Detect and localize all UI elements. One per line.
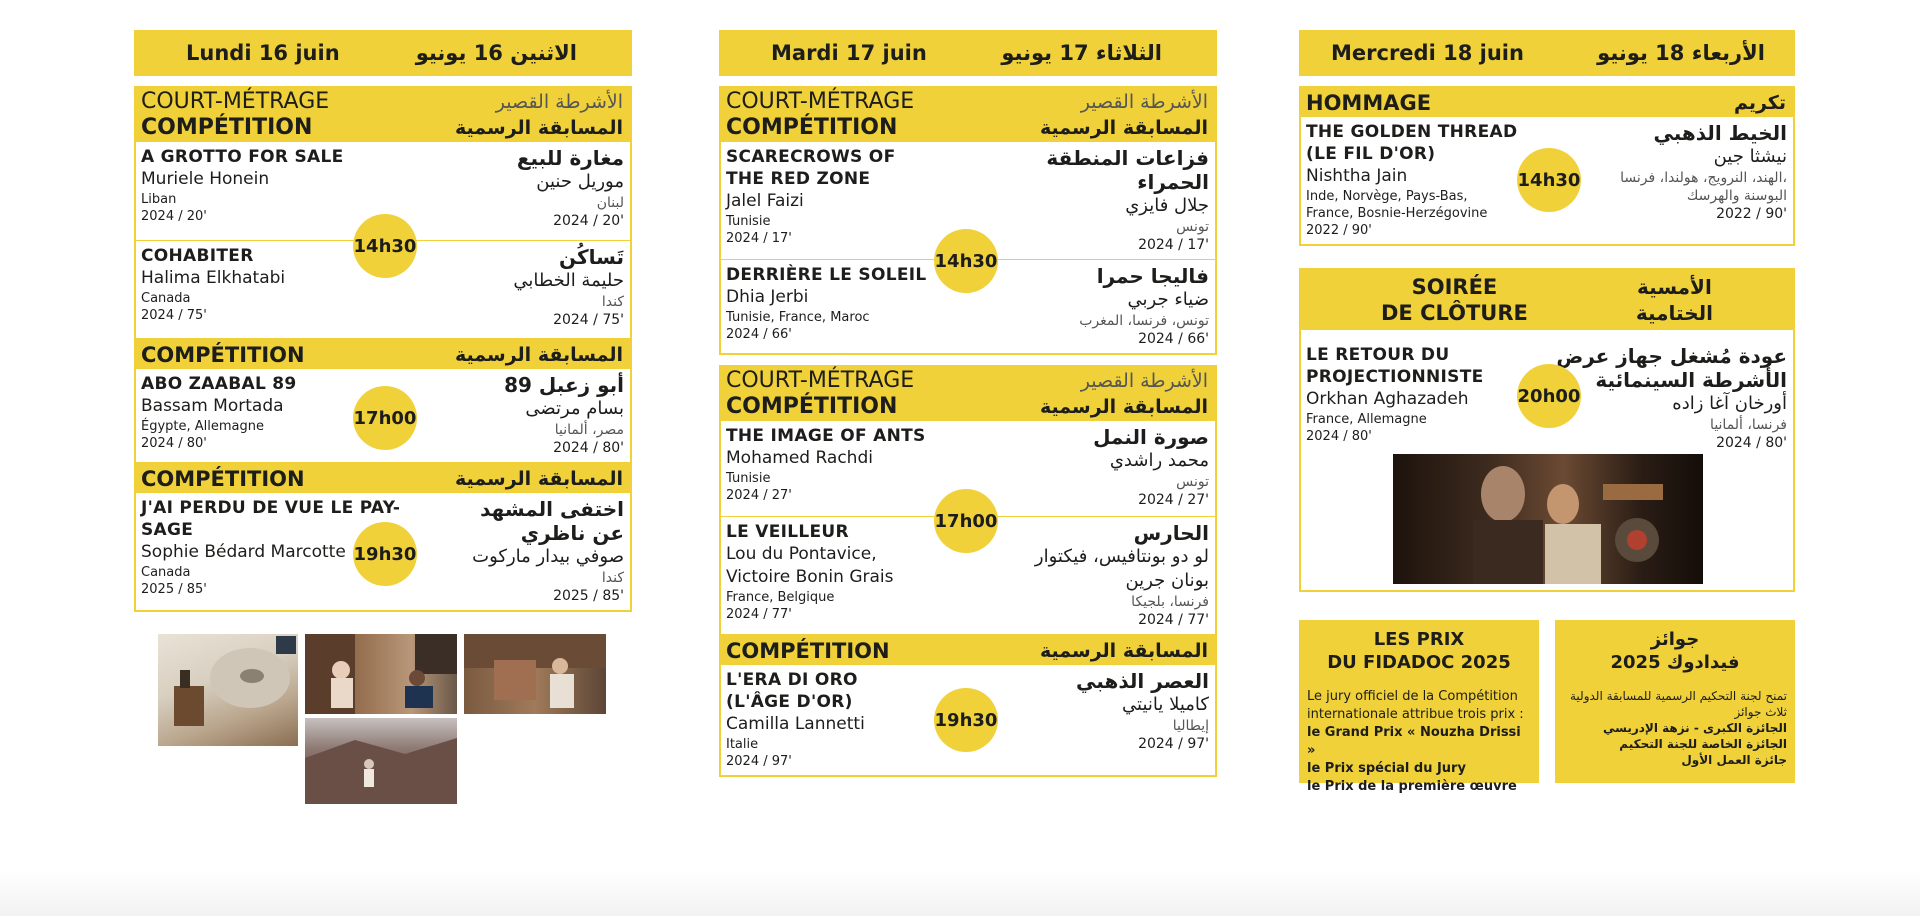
section-label-ar: الأمسية	[1637, 275, 1712, 299]
film-title: (L'ÂGE D'OR)	[726, 692, 853, 712]
film-year-ar: 2025 / 85'	[553, 588, 624, 604]
film-title-ar: الخيط الذهبي	[1653, 121, 1787, 145]
film-director-ar: لو دو بونتافيس، فيكتوار	[1034, 546, 1209, 567]
day-title-ar: الاثنين 16 يونيو	[415, 41, 577, 65]
prizes-intro: تمنح لجنة التحكيم الرسمية للمسابقة الدولية ثلاث جوائز	[1570, 689, 1787, 719]
film-title-ar: تَساكُن	[559, 245, 624, 269]
film-country: Liban	[141, 192, 177, 207]
prize-item: le Prix spécial du Jury	[1307, 761, 1466, 776]
film-year-ar: 2024 / 20'	[553, 213, 624, 229]
time-badge: 14h30	[1517, 148, 1581, 212]
film-director: Mohamed Rachdi	[726, 448, 873, 468]
day-header	[1299, 30, 1795, 76]
film-director-ar: أورخان آغا زاده	[1672, 393, 1787, 414]
section-label-fr: COURT-MÉTRAGE	[726, 89, 915, 114]
section-label-ar: المسابقة الرسمية	[455, 468, 623, 490]
block-header	[721, 367, 1215, 421]
section-label-ar: الأشرطة القصير	[1080, 91, 1208, 113]
film-year: 2024 / 66'	[726, 327, 792, 342]
film-title: LE VEILLEUR	[726, 522, 849, 542]
film-country: France, Allemagne	[1306, 412, 1427, 427]
time-badge: 17h00	[934, 489, 998, 553]
day-title-fr: Mardi 17 juin	[771, 41, 927, 65]
film-year-ar: 2024 / 17'	[1138, 237, 1209, 253]
prizes-title: فيدادوك 2025	[1610, 652, 1740, 673]
film-director: Bassam Mortada	[141, 396, 284, 416]
section-label-ar: الأشرطة القصير	[495, 91, 623, 113]
block-header	[1301, 270, 1793, 330]
film-country-ar: فرنسا، ألمانيا	[1710, 417, 1787, 433]
section-label-ar: الأشرطة القصير	[1080, 370, 1208, 392]
film-still-image	[305, 718, 457, 804]
prizes-title: جوائز	[1650, 629, 1700, 650]
film-year-ar: 2024 / 75'	[553, 312, 624, 328]
time-badge: 19h30	[934, 688, 998, 752]
film-country: France, Bosnie-Herzégovine	[1306, 206, 1488, 221]
program-block	[1299, 86, 1795, 246]
film-title-ar: الأشرطة السينمائية	[1595, 368, 1787, 392]
film-country-ar: البوسنة والهرسك	[1686, 188, 1787, 204]
film-director: Dhia Jerbi	[726, 287, 809, 307]
film-title: THE GOLDEN THREAD	[1306, 122, 1518, 142]
prize-item: le Prix de la première œuvre	[1307, 779, 1517, 794]
film-director: Halima Elkhatabi	[141, 268, 286, 288]
section-label-fr: COURT-MÉTRAGE	[726, 368, 915, 393]
day-column-monday	[134, 30, 632, 612]
film-title-ar: العصر الذهبي	[1076, 669, 1209, 693]
section-label-ar: المسابقة الرسمية	[455, 117, 623, 139]
film-year: 2024 / 27'	[726, 488, 792, 503]
prizes-ar-box	[1555, 620, 1795, 783]
film-year-ar: 2022 / 90'	[1716, 206, 1787, 222]
section-label-ar: المسابقة الرسمية	[1040, 640, 1208, 662]
film-year: 2024 / 77'	[726, 607, 792, 622]
film-country: Canada	[141, 291, 191, 306]
program-block	[134, 462, 632, 612]
film-country: Égypte, Allemagne	[141, 419, 265, 434]
film-year-ar: 2024 / 97'	[1138, 736, 1209, 752]
film-title: SCARECROWS OF	[726, 147, 896, 167]
film-year: 2024 / 20'	[141, 209, 207, 224]
film-year: 2024 / 80'	[141, 436, 207, 451]
section-label-fr: COMPÉTITION	[141, 467, 305, 491]
film-country-ar: كندا	[601, 570, 624, 586]
prizes-fr-box	[1299, 620, 1539, 794]
film-country-ar: كندا	[601, 294, 624, 310]
prize-item: الجائزة الكبرى - نزهة الإدريسي	[1602, 721, 1787, 735]
film-year-ar: 2024 / 80'	[553, 440, 624, 456]
program-block	[719, 634, 1217, 777]
film-title: THE RED ZONE	[726, 169, 871, 189]
film-title-ar: مغارة للبيع	[516, 146, 624, 170]
film-title: THE IMAGE OF ANTS	[726, 426, 926, 446]
film-country-ar: لبنان	[596, 195, 624, 211]
film-country-ar: تونس	[1176, 474, 1209, 490]
film-country: Italie	[726, 737, 759, 752]
film-director: Jalel Faizi	[726, 191, 804, 211]
film-country: Canada	[141, 565, 191, 580]
time-badge: 19h30	[353, 522, 417, 586]
film-year: 2024 / 75'	[141, 308, 207, 323]
film-year: 2024 / 80'	[1306, 429, 1372, 444]
section-label-fr: COURT-MÉTRAGE	[141, 89, 330, 114]
film-country-ar: الهند، النرويج، هولندا، فرنسا،	[1620, 170, 1787, 186]
day-title-fr: Lundi 16 juin	[186, 41, 340, 65]
film-year: 2024 / 97'	[726, 754, 792, 769]
film-director: Orkhan Aghazadeh	[1306, 389, 1469, 409]
time-badge: 14h30	[353, 214, 417, 278]
film-year-ar: 2024 / 66'	[1138, 331, 1209, 347]
film-country-ar: إيطاليا	[1172, 718, 1209, 734]
film-country: France, Belgique	[726, 590, 835, 605]
film-country-ar: مصر، ألمانيا	[554, 422, 624, 438]
film-director-ar: صوفي بيدار ماركوت	[472, 546, 624, 567]
film-country: Tunisie	[726, 214, 771, 229]
film-director-ar: حليمة الخطابي	[513, 270, 624, 291]
film-title-ar: فاليجا حمرا	[1096, 264, 1209, 288]
film-director-ar: محمد راشدي	[1109, 450, 1209, 471]
film-director: Sophie Bédard Marcotte	[141, 542, 346, 562]
section-label-ar: المسابقة الرسمية	[1040, 117, 1208, 139]
film-title: A GROTTO FOR SALE	[141, 147, 344, 167]
film-country: Tunisie	[726, 471, 771, 486]
film-director-ar: جلال فايزي	[1125, 195, 1209, 216]
film-title: DERRIÈRE LE SOLEIL	[726, 265, 927, 285]
film-director-ar: بسام مرتضى	[525, 398, 624, 419]
section-label-ar: الختامية	[1635, 301, 1713, 325]
block-header	[1301, 88, 1793, 117]
prizes-intro: Le jury officiel de la Compétition internationale attribue trois prix :	[1307, 689, 1524, 722]
film-country-ar: تونس، فرنسا، المغرب	[1079, 313, 1209, 329]
film-director-ar: كاميلا يانيتي	[1122, 694, 1209, 715]
film-country: Tunisie, France, Maroc	[726, 310, 870, 325]
film-director-ar: ضياء جربي	[1127, 289, 1209, 310]
film-still-image	[464, 634, 606, 714]
program-block	[719, 86, 1217, 355]
film-title: LE RETOUR DU	[1306, 345, 1450, 365]
film-country-ar: فرنسا، بلجيكا	[1131, 594, 1209, 610]
film-title-ar: اختفى المشهد	[480, 497, 624, 521]
film-title: COHABITER	[141, 246, 254, 266]
time-badge: 14h30	[934, 229, 998, 293]
film-year: 2024 / 17'	[726, 231, 792, 246]
section-label-fr: HOMMAGE	[1306, 91, 1432, 115]
block-header	[721, 88, 1215, 142]
block-header	[136, 88, 630, 142]
film-title-ar: الحارس	[1133, 521, 1209, 545]
block-header	[136, 464, 630, 493]
film-title-ar: الحمراء	[1137, 170, 1209, 194]
prize-item: le Grand Prix « Nouzha Drissi »	[1307, 725, 1521, 758]
film-year-ar: 2024 / 27'	[1138, 492, 1209, 508]
section-label-ar: تكريم	[1733, 92, 1786, 114]
block-header	[136, 340, 630, 369]
film-year: 2025 / 85'	[141, 582, 207, 597]
section-label-fr: DE CLÔTURE	[1381, 301, 1528, 325]
time-badge: 17h00	[353, 386, 417, 450]
day-header	[134, 30, 632, 76]
film-still-image	[1393, 454, 1703, 584]
film-director-ar: نيشثا جين	[1713, 146, 1787, 167]
program-block	[1299, 268, 1795, 592]
film-title-ar: أبو زعبل 89	[504, 373, 624, 397]
film-year-ar: 2024 / 80'	[1716, 435, 1787, 451]
film-still-image	[305, 634, 457, 714]
time-badge: 20h00	[1517, 364, 1581, 428]
section-label-fr: COMPÉTITION	[726, 394, 898, 419]
film-year-ar: 2024 / 77'	[1138, 612, 1209, 628]
day-title-fr: Mercredi 18 juin	[1331, 41, 1524, 65]
film-director: Camilla Lannetti	[726, 714, 865, 734]
day-column-wednesday	[1299, 30, 1795, 592]
prizes-title: DU FIDADOC 2025	[1327, 652, 1511, 673]
block-header	[721, 636, 1215, 665]
film-director: Muriele Honein	[141, 169, 270, 189]
film-title: L'ERA DI ORO	[726, 670, 858, 690]
film-title: PROJECTIONNISTE	[1306, 367, 1484, 387]
film-director: Victoire Bonin Grais	[726, 567, 894, 587]
film-director-ar: بونان جرين	[1125, 570, 1209, 591]
section-label-fr: SOIRÉE	[1411, 275, 1498, 299]
prizes-title: LES PRIX	[1373, 629, 1465, 650]
film-still-image	[158, 634, 298, 746]
section-label-fr: COMPÉTITION	[141, 115, 313, 140]
film-title: ABO ZAABAL 89	[141, 374, 297, 394]
film-title-ar: عودة مُشغل جهاز عرض	[1556, 344, 1787, 368]
film-title: (LE FIL D'OR)	[1306, 144, 1436, 164]
section-label-fr: COMPÉTITION	[141, 343, 305, 367]
day-column-tuesday	[719, 30, 1217, 777]
prize-item: الجائزة الخاصة للجنة التحكيم	[1619, 737, 1787, 751]
section-label-fr: COMPÉTITION	[726, 639, 890, 663]
film-country: Inde, Norvège, Pays-Bas,	[1306, 189, 1468, 204]
film-year: 2022 / 90'	[1306, 223, 1372, 238]
section-label-ar: المسابقة الرسمية	[455, 344, 623, 366]
film-title: J'AI PERDU DE VUE LE PAY-	[141, 498, 401, 518]
film-title-ar: فزاعات المنطقة	[1046, 146, 1209, 170]
program-block	[134, 338, 632, 464]
film-director: Nishtha Jain	[1306, 166, 1408, 186]
film-title: SAGE	[141, 520, 194, 540]
film-title-ar: عن ناظري	[520, 521, 624, 545]
film-country-ar: تونس	[1176, 219, 1209, 235]
day-header	[719, 30, 1217, 76]
film-director: Lou du Pontavice,	[726, 544, 877, 564]
film-title-ar: صورة النمل	[1093, 425, 1209, 449]
prize-item: جائزة العمل الأول	[1681, 753, 1787, 767]
film-director-ar: موريل حنين	[536, 171, 624, 192]
day-title-ar: الثلاثاء 17 يونيو	[1001, 41, 1162, 65]
section-label-ar: المسابقة الرسمية	[1040, 396, 1208, 418]
program-block	[134, 86, 632, 340]
section-label-fr: COMPÉTITION	[726, 115, 898, 140]
day-title-ar: الأربعاء 18 يونيو	[1597, 41, 1765, 65]
program-block	[719, 365, 1217, 636]
